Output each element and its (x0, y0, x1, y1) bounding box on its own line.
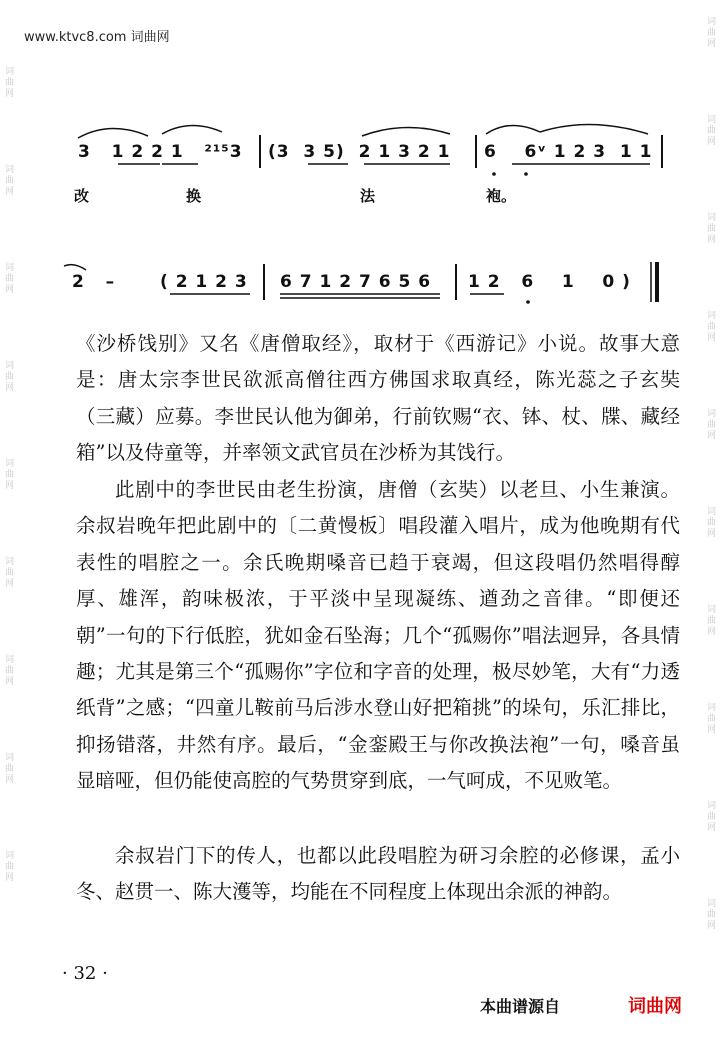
watermark-text: 词曲网 (3, 261, 13, 295)
watermark-text: 词曲网 (705, 603, 715, 637)
low-octave-dot (492, 172, 496, 176)
slur-mark (540, 124, 648, 134)
paragraph-intro: 《沙桥饯别》又名《唐僧取经》，取材于《西游记》小说。故事大意是：唐太宗李世民欲派高僧往西方佛国求取真经，陈光蕊之子玄奘（三藏）应募。李世民认他为御弟，行前钦赐“衣、钵、杖、牒、藏经箱”以及侍童等，并率领文武官员在沙桥为其饯行。 (76, 332, 680, 465)
source-label: 本曲谱源自 (480, 997, 561, 1016)
watermark-text: 词曲网 (705, 211, 715, 245)
slur-mark (64, 265, 86, 270)
slur-mark (362, 127, 450, 136)
slur-mark (78, 128, 148, 138)
score-line-2 (0, 250, 722, 310)
notes-measure-2: (3 3 5) 2 1 3 2 1 (268, 142, 451, 162)
watermark-text: 词曲网 (705, 701, 715, 735)
watermark-text: 词曲网 (705, 15, 715, 49)
lyric-word: 袍。 (486, 187, 517, 205)
watermark-text: 词曲网 (705, 309, 715, 343)
watermark-text: 词曲网 (3, 65, 13, 99)
low-octave-dot (526, 300, 530, 304)
lyric-word: 改 (74, 187, 90, 205)
watermark-text: 词曲网 (705, 505, 715, 539)
watermark-text: 词曲网 (3, 457, 13, 491)
site-name-link[interactable]: 词曲网 (628, 996, 682, 1017)
notes-measure-7: 1 2 6 1 0 ) (468, 272, 631, 292)
watermark-text: 词曲网 (3, 163, 13, 197)
watermark-text: 词曲网 (3, 555, 13, 589)
watermark-text: 词曲网 (3, 751, 13, 785)
page-number: · 32 · (62, 963, 108, 984)
notes-measure-3: 6 6ᵛ 1 2 3 1 1 (484, 142, 653, 162)
lyric-word: 法 (360, 187, 376, 205)
paragraph-legacy: 余叔岩门下的传人，也都以此段唱腔为研习余腔的必修课，孟小冬、赵贯一、陈大濩等，均能在不同程度上体现出余派的神韵。 (76, 844, 680, 904)
notes-measure-1: 3 1 2 2 1 ²¹⁵3 (78, 142, 243, 162)
notes-measure-6: 6 7 1 2 7 6 5 6 (280, 272, 432, 292)
watermark-text: 词曲网 (705, 113, 715, 147)
slur-mark (162, 125, 222, 134)
notes-measure-5: ( 2 1 2 3 (160, 272, 248, 292)
lyric-word: 换 (186, 187, 202, 205)
slur-mark (486, 125, 540, 134)
paragraph-performance: 此剧中的李世民由老生扮演，唐僧（玄奘）以老旦、小生兼演。余叔岩晚年把此剧中的〔二黄慢板〕唱段灌入唱片，成为他晚期有代表性的唱腔之一。余氏晚期嗓音已趋于衰竭，但这段唱仍然唱得醇厚、雄浑，韵味极浓，于平淡中呈现凝练、遒劲之音律。“即便还朝”一句的下行低腔，犹如金石坠海；几个“孤赐你”唱法迥异，各具情趣；尤其是第三个“孤赐你”字位和字音的处理，极尽妙笔，大有“力透纸背”之感；“四童儿鞍前马后涉水登山好把箱挑”的垛句，乐汇排比，抑扬错落，井然有序。最后，“金銮殿王与你改换法袍”一句，嗓音虽显暗哑，但仍能使高腔的气势贯穿到底，一气呵成，不见败笔。 (76, 478, 680, 793)
site-url[interactable]: www.ktvc8.com 词曲网 (24, 30, 170, 45)
watermark-text: 词曲网 (3, 653, 13, 687)
watermark-text: 词曲网 (705, 897, 715, 931)
watermark-text: 词曲网 (3, 359, 13, 393)
watermark-text: 词曲网 (705, 799, 715, 833)
score-line-1 (0, 110, 722, 210)
low-octave-dot (524, 172, 528, 176)
watermark-text: 词曲网 (705, 407, 715, 441)
notes-measure-4: 2 – (72, 272, 116, 292)
watermark-text: 词曲网 (3, 849, 13, 883)
